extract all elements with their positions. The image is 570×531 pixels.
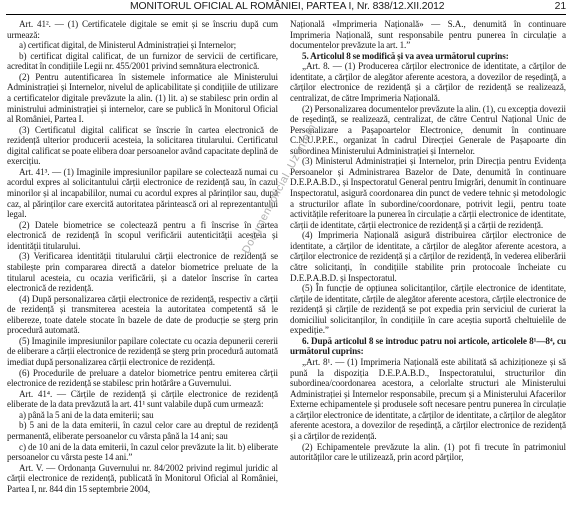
- left-column: [7, 19, 278, 494]
- paragraph: (2) Pentru autentificarea în sistemele informatice ale Ministerului Administrației și Internelor, nivelul de aplicabilitate și condițiile de utilizare a certificatelor digitale prevăzute la alin. (1) lit. a) se stabilesc prin ordin al ministrului administrației și internelor, care se publică în Monitorul Oficial al României, Partea I.: [7, 71, 278, 125]
- paragraph: „Art. 8. — (1) Producerea cărților electronice de identitate, a cărților de identitate, a cărților de alegător aferente acestora, a dovezilor de reședință, a cărților electronice de rezidență și a cărților de rezidență se realizează, centralizat, de către Imprimeria Națională.: [290, 61, 566, 103]
- page-number: 21: [554, 1, 566, 12]
- page-header: [0, 0, 570, 14]
- paragraph: Art. 41². — (1) Certificatele digitale se emit și se înscriu după cum urmează:: [7, 19, 278, 40]
- paragraph: (4) După personalizarea cărții electronice de rezidență, respectiv a cărții de rezidență și transmiterea acesteia la autoritatea competentă să le elibereze, toate datele stocate în bazele de date de producție se șterg prin procedură automată.: [7, 293, 278, 336]
- paragraph: (2) Echipamentele prevăzute la alin. (1) pot fi trecute în patrimoniul autorităților care le utilizează, prin acord părților,: [290, 441, 566, 463]
- right-column: [290, 19, 566, 463]
- paragraph: Art. 41³. — (1) Imaginile impresiunilor papilare se colectează numai cu acordul expres al solicitantului cărții electronice de rezidență sau, în cazul minorilor și al incapabililor, numai cu acordul expres al părinților sau, după caz, al părinților care exercită autoritatea părintească ori al reprezentantului legal.: [7, 166, 278, 220]
- paragraph: (2) Personalizarea documentelor prevăzute la alin. (1), cu excepția dovezii de reședință, se realizează, centralizat, de către Centrul Național Unic de Personalizare a Pașapoartelor Electronice, denumit în continuare C.N.U.P.P.E., organizat în cadrul Direcției Generale de Pașapoarte din subordinea Ministerului Administrației și Internelor.: [290, 103, 566, 156]
- paragraph: a) până la 5 ani de la data emiterii; sau: [19, 409, 154, 420]
- paragraph: (4) Imprimeria Națională asigură distribuirea cărților electronice de identitate, a cărților de identitate, a cărților de alegător aferente acestora, a cărților electronice de rezidență și a cărților de rezidență, în vederea eliberării către solicitanți, în condițiile stabilite prin protocoale încheiate cu D.E.P.A.B.D. și Inspectoratul.: [290, 230, 566, 283]
- paragraph: Art. V. — Ordonanța Guvernului nr. 84/2002 privind regimul juridic al cărții electronice de rezidență, publicată în Monitorul Oficial al României, Partea I, nr. 844 din 15 septembrie 2004,: [7, 462, 278, 494]
- paragraph: (3) Certificatul digital calificat se înscrie în cartea electronică de rezidență ulterior producerii acesteia, la solicitarea titularului. Certificatul digital calificat se poate elibera doar persoanelor având capacitate deplină de exercițiu.: [7, 124, 278, 167]
- paragraph: b) certificat digital calificat, de un furnizor de servicii de certificare, acreditat în condițiile Legii nr. 455/2001 privind semnătura electronică.: [7, 50, 278, 72]
- paragraph: 6. După articolul 8 se introduc patru noi articole, articolele 8¹—8⁴, cu următorul cuprins:: [290, 335, 566, 357]
- paragraph: Națională «Imprimeria Națională» — S.A., denumită în continuare Imprimeria Națională, sunt responsabile pentru punerea în circulație a documentelor prevăzute la art. 1.”: [290, 19, 566, 51]
- paragraph: (6) Procedurile de preluare a datelor biometrice pentru emiterea cărții electronice de rezidență se stabilesc prin hotărâre a Guvernului.: [7, 367, 278, 389]
- paragraph: (2) Datele biometrice se colectează pentru a fi înscrise în cartea electronică de rezidență în scopul verificării autenticității acesteia și identității titularului.: [7, 219, 278, 251]
- paragraph: (3) Ministerul Administrației și Internelor, prin Direcția pentru Evidența Persoanelor și Administrarea Bazelor de Date, denumită în continuare D.E.P.A.B.D., și Inspectoratul General pentru Imigrări, denumit în continuare Inspectoratul, asigură coordonarea din punct de vedere tehnic și metodologic a structurilor aflate în subordine/coordonare, potrivit legii, pentru toate activitățile referitoare la punerea în circulație a cărții electronice de identitate, cărții de identitate, cărții electronice de rezidență și a cărții de rezidență.: [290, 156, 566, 230]
- paragraph: (3) Verificarea identității titularului cărții electronice de rezidență se stabilește prin compararea directă a datelor biometrice preluate de la titularul acesteia, cu ocazia verificării, și a datelor înscrise în cartea electronică de rezidență.: [7, 251, 278, 294]
- watermark: Document oficial. Uz intern: [240, 122, 319, 256]
- paragraph: 5. Articolul 8 se modifică și va avea următorul cuprins:: [302, 50, 509, 61]
- paragraph: „Art. 8¹. — (1) Imprimeria Națională este abilitată să achiziționeze și să pună la dispoziția D.E.P.A.B.D., Inspectoratului, structurilor din subordinea/coordonarea acestora, a celorlalte structuri ale Ministerului Administrației și Internelor responsabile, precum și a Ministerului Afacerilor Externe echipamentele și produsele soft necesare pentru punerea în circulație a cărților electronice de identitate, a cărților de identitate, a cărților de alegător aferente acestora, a dovezilor de reședință, a cărților electronice de rezidență și a cărților de rezidență.: [290, 357, 566, 441]
- paragraph: (5) Imaginile impresiunilor papilare colectate cu ocazia depunerii cererii de eliberare a cărții electronice de rezidență se șterg prin procedură automată imediat după personalizarea cărții electronice de rezidență.: [7, 335, 278, 367]
- paragraph: a) certificat digital, de Ministerul Administrației și Internelor;: [19, 40, 237, 51]
- gazette-title: MONITORUL OFICIAL AL ROMÂNIEI, PARTEA I, Nr. 838/12.XII.2012: [130, 1, 445, 12]
- paragraph: Art. 41⁴. — Cărțile de rezidență și cărțile electronice de rezidență eliberate de la data prevăzută la art. 41¹ sunt valabile după cum urmează:: [7, 388, 278, 410]
- paragraph: b) 5 ani de la data emiterii, în cazul celor care au dreptul de rezidență permanentă, eliberate persoanelor cu vârsta până la 14 ani; sau: [7, 420, 278, 441]
- paragraph: c) de 10 ani de la data emiterii, în cazul celor prevăzute la lit. b) eliberate persoanelor cu vârsta peste 14 ani.”: [7, 441, 278, 463]
- header-rule: [6, 14, 566, 15]
- paragraph: (5) În funcție de opțiunea solicitanților, cărțile electronice de identitate, cărțile de identitate, cărțile de alegător aferente acestora, cărțile electronice de rezidență și cărțile de rezidență se pot expedia prin serviciul de curierat la domiciliul solicitanților, în condițiile în care aceștia suportă cheltuielile de expediție.”: [290, 283, 566, 336]
